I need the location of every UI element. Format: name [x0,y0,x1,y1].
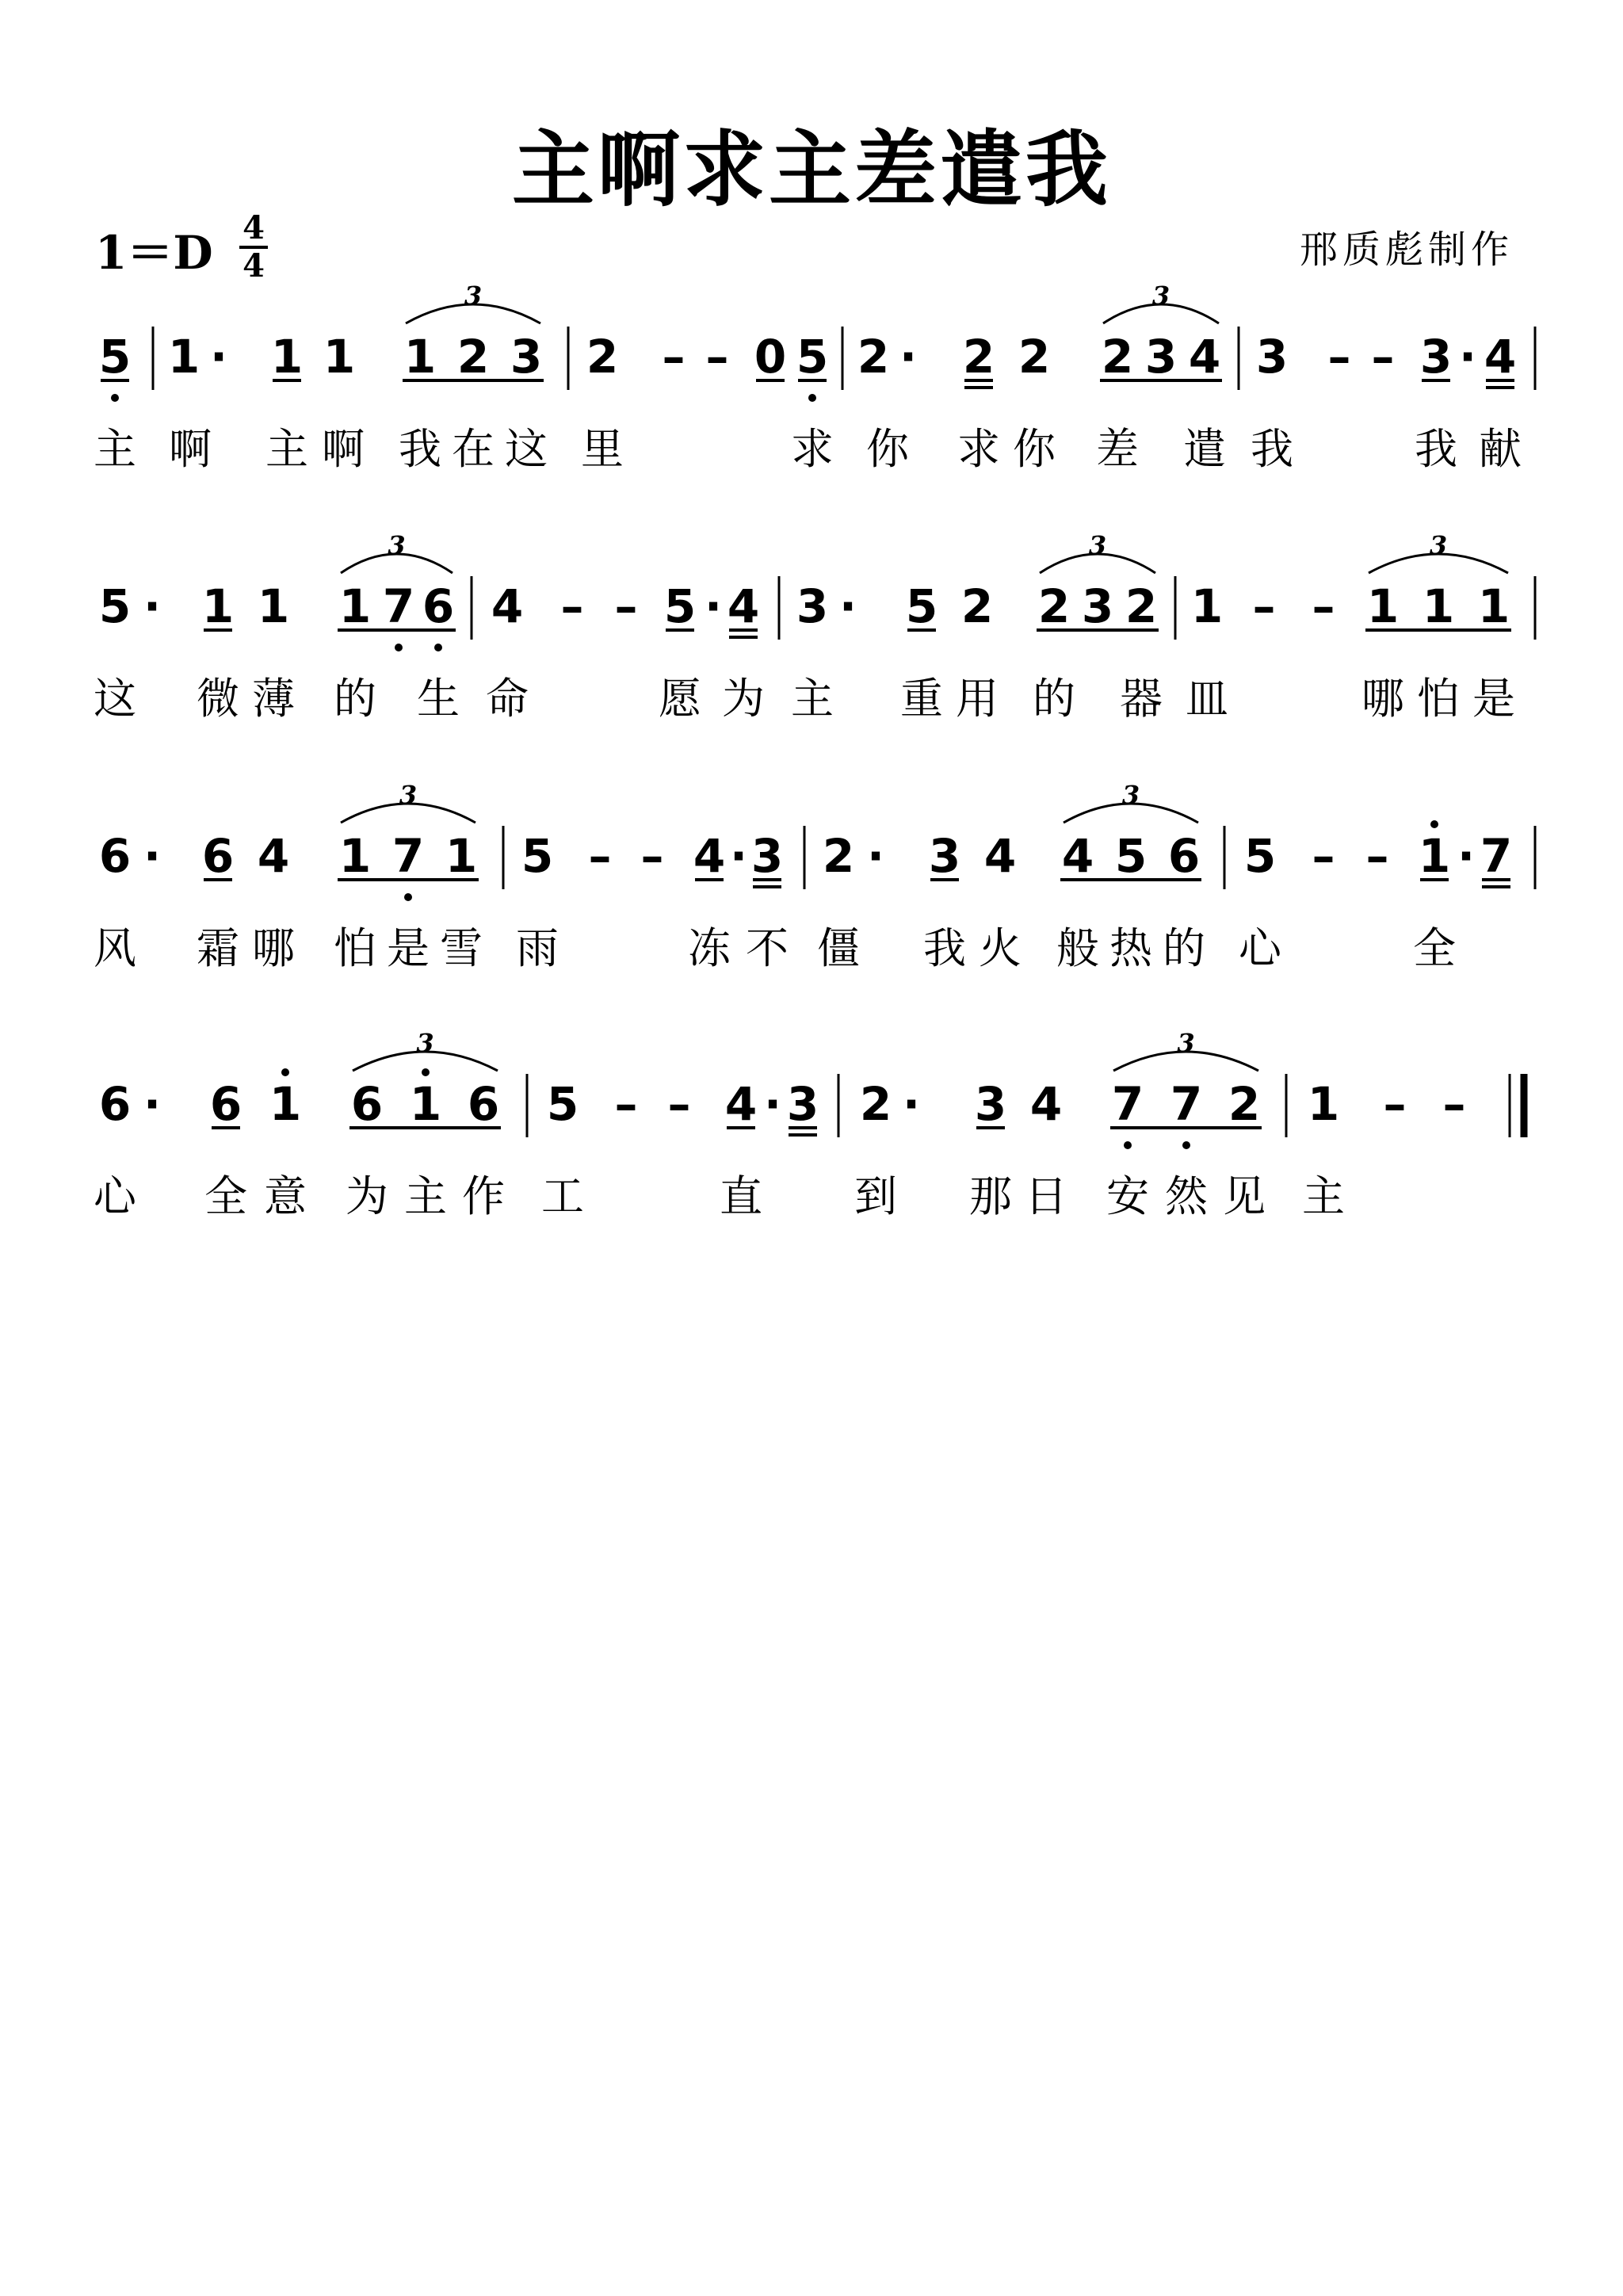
note: 5 [1114,829,1148,883]
note: – [588,829,612,883]
lyric-char: 哪 [1361,674,1404,724]
note: 6 [422,579,455,633]
lyric-char: 我 [1415,424,1457,474]
lyric-char: 用 [956,674,999,724]
lyric-char: 你 [866,424,909,474]
note: 1 [403,330,437,384]
note: 1 [1307,1077,1340,1131]
note: 1 [269,1077,302,1131]
note: 2 [1037,579,1071,633]
note: 1 [323,330,356,384]
note: 7 [1111,1077,1144,1131]
lyric-char: 热 [1109,923,1152,973]
note: 5 [796,330,829,384]
lyric-char: 薄 [252,674,295,724]
note: 1 [167,330,200,384]
lyric-char: 啊 [322,424,365,474]
upper-octave-dot [422,1068,430,1076]
note: 3 [1081,579,1114,633]
note: – [614,1077,638,1131]
note: · [143,1077,162,1131]
note: · [143,829,162,883]
note: 5 [1243,829,1277,883]
note: · [143,579,162,633]
lyric-char: 火 [979,923,1022,973]
lower-octave-dot [395,644,403,651]
note: – [1312,829,1335,883]
note: 4 [983,829,1017,883]
note: 2 [857,330,890,384]
lyric-char: 的 [1163,923,1205,973]
note: 6 [1167,829,1201,883]
note: 0 [754,330,787,384]
note: 7 [391,829,425,883]
note: – [1327,330,1351,384]
note: 4 [724,1077,758,1131]
lyric-char: 献 [1479,424,1522,474]
lyric-char: 里 [581,424,624,474]
lyric-char: 在 [452,424,495,474]
note: 4 [1484,330,1517,384]
lower-octave-dot [434,644,442,651]
note: – [1371,330,1395,384]
lyric-char: 的 [334,674,376,724]
lyric-char: 差 [1096,424,1139,474]
lyric-char: 全 [1413,923,1456,973]
lower-octave-dot [808,394,816,402]
lyric-char: 雪 [440,923,483,973]
note: – [614,579,638,633]
note: 1 [1477,579,1510,633]
note: 6 [350,1077,384,1131]
lyric-char: 为 [722,674,765,724]
lyric-char: 命 [486,674,529,724]
lower-octave-dot [111,394,119,402]
lyric-char: 求 [791,424,834,474]
note: – [1365,829,1389,883]
note: 1 [409,1077,442,1131]
note: 3 [974,1077,1007,1131]
note: 3 [786,1077,819,1131]
note: – [705,330,729,384]
note: 6 [98,1077,132,1131]
time-signature-bottom: 4 [242,247,265,285]
lyric-char: 日 [1025,1171,1067,1221]
lyric-char: 风 [94,923,136,973]
lyric-char: 我 [923,923,966,973]
note: 5 [546,1077,579,1131]
note: 2 [1125,579,1158,633]
note: 1 [1190,579,1224,633]
note: 5 [98,330,132,384]
lyric-char: 直 [720,1171,762,1221]
note: 1 [257,579,290,633]
lyric-char: 不 [746,923,789,973]
note: – [1442,1077,1466,1131]
lyric-char: 主 [94,424,136,474]
lower-octave-dot [404,893,412,901]
upper-octave-dot [1430,820,1438,828]
note: 2 [859,1077,892,1131]
key-signature: 1＝D [95,226,213,280]
note: 2 [960,579,994,633]
note: · [902,1077,921,1131]
note: 3 [928,829,961,883]
page-title: 主啊求主差遣我 [511,120,1111,218]
note: 4 [257,829,290,883]
lyric-char: 我 [399,424,441,474]
lyric-char: 安 [1106,1171,1149,1221]
note: 2 [962,330,995,384]
note: 3 [750,829,784,883]
note: – [667,1077,691,1131]
lyric-char: 皿 [1186,674,1228,724]
note: · [899,330,918,384]
lyric-char: 全 [204,1171,247,1221]
triplet-mark: 3 [464,281,483,311]
note: 4 [1188,330,1221,384]
lyric-char: 那 [969,1171,1012,1221]
lyric-char: 这 [505,424,548,474]
lyric-char: 主 [1302,1171,1345,1221]
lyric-char: 为 [346,1171,388,1221]
note: 6 [467,1077,500,1131]
triplet-mark: 3 [1429,530,1448,560]
lyric-char: 是 [1472,674,1515,724]
triplet-mark: 3 [1177,1028,1195,1058]
note: 1 [445,829,478,883]
note: 1 [338,829,372,883]
note: 1 [270,330,304,384]
lyric-char: 意 [264,1171,307,1221]
lyric-char: 主 [265,424,308,474]
note: 6 [209,1077,242,1131]
note: 6 [98,829,132,883]
note: 1 [1422,579,1455,633]
triplet-mark: 3 [416,1028,434,1058]
note: – [560,579,584,633]
lyric-char: 的 [1033,674,1075,724]
lyric-char: 然 [1165,1171,1208,1221]
note: 3 [1144,330,1178,384]
note: 1 [201,579,235,633]
lyric-char: 求 [957,424,1000,474]
note: · [866,829,885,883]
lyric-char: 怕 [1417,674,1460,724]
note: 3 [1255,330,1289,384]
lyric-char: 器 [1120,674,1163,724]
note: 4 [1029,1077,1063,1131]
note: 3 [510,330,543,384]
lyric-char: 心 [1239,923,1281,973]
triplet-mark: 3 [1121,780,1140,810]
lyric-char: 作 [462,1171,505,1221]
triplet-mark: 3 [399,780,418,810]
lyric-char: 主 [404,1171,447,1221]
lyric-char: 怕 [334,923,376,973]
lyric-char: 生 [417,674,460,724]
note: 7 [382,579,415,633]
triplet-mark: 3 [1088,530,1107,560]
lyric-char: 冻 [688,923,731,973]
note: 2 [822,829,855,883]
note: · [1458,330,1477,384]
note: · [763,1077,782,1131]
lyric-char: 心 [94,1171,136,1221]
note: 3 [1419,330,1453,384]
note: 6 [201,829,235,883]
note: 4 [491,579,524,633]
lyric-char: 微 [197,674,239,724]
lyric-char: 这 [94,674,136,724]
note: · [838,579,857,633]
note: – [1312,579,1335,633]
note: 2 [1018,330,1051,384]
note: 4 [727,579,760,633]
lower-octave-dot [1182,1141,1190,1149]
lyric-char: 工 [541,1171,584,1221]
note: 2 [1101,330,1134,384]
lyric-char: 雨 [516,923,559,973]
lyric-char: 哪 [252,923,295,973]
note: – [662,330,685,384]
lyric-char: 般 [1056,923,1099,973]
note: · [704,579,723,633]
triplet-mark: 3 [1151,281,1170,311]
note: · [1457,829,1476,883]
lyric-char: 见 [1223,1171,1266,1221]
lower-octave-dot [1124,1141,1132,1149]
note: 5 [521,829,554,883]
lyric-char: 霜 [197,923,239,973]
note: 1 [338,579,372,633]
note: 2 [586,330,619,384]
lyric-char: 我 [1251,424,1293,474]
note: 1 [1366,579,1400,633]
lyric-char: 到 [854,1171,897,1221]
note: 7 [1480,829,1513,883]
lyric-char: 僵 [817,923,860,973]
note: 2 [456,330,490,384]
note: – [640,829,664,883]
upper-octave-dot [281,1068,289,1076]
note: – [1383,1077,1407,1131]
note: 4 [1061,829,1094,883]
lyric-char: 你 [1013,424,1056,474]
lyric-char: 是 [387,923,430,973]
triplet-mark: 3 [388,530,406,560]
author-credit: 邢质彪制作 [1300,227,1514,272]
note: 5 [905,579,938,633]
lyric-char: 愿 [659,674,701,724]
note: 3 [796,579,829,633]
lyric-char: 啊 [169,424,212,474]
note: 7 [1170,1077,1203,1131]
lyric-char: 遣 [1183,424,1226,474]
note: 4 [693,829,726,883]
note: 5 [663,579,697,633]
note: 2 [1228,1077,1261,1131]
note: 5 [98,579,132,633]
note: · [729,829,748,883]
note: 1 [1418,829,1451,883]
note: · [209,330,228,384]
note: – [1252,579,1276,633]
lyric-char: 主 [791,674,834,724]
time-signature-top: 4 [242,209,265,246]
lyric-char: 重 [900,674,943,724]
